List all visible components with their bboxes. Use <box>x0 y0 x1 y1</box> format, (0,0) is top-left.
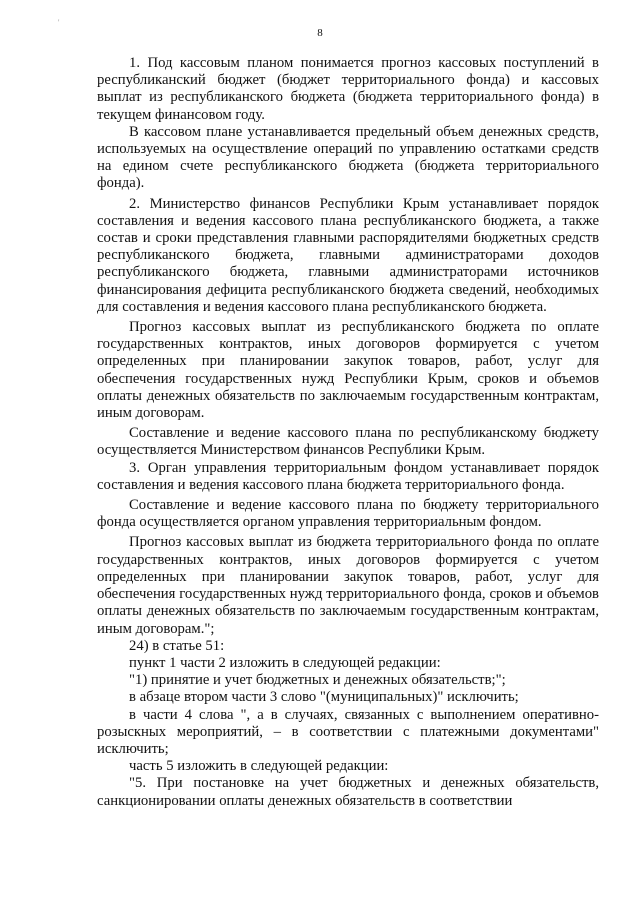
page-number: 8 <box>317 27 323 39</box>
paragraph-cash-plan-limit: В кассовом плане устанавливается предельный объем денежных средств, используемых на осуществление операций по управлению остатками средств на едином счете республиканского бюджета (бюджета территориального фонда). <box>97 123 599 192</box>
paragraph-territorial-procedure: 3. Орган управления территориальным фондом устанавливает порядок составления и ведения кассового плана бюджета территориального фонда. <box>97 459 599 493</box>
paragraph-amend-part-5: часть 5 изложить в следующей редакции: <box>129 758 389 775</box>
paragraph-territorial-management: Составление и ведение кассового плана по бюджету территориального фонда осуществляется органом управления территориальным фондом. <box>97 497 599 531</box>
paragraph-ministry-procedure: 2. Министерство финансов Республики Крым устанавливает порядок составления и ведения кассового плана республиканского бюджета, а также состав и сроки представления главными распорядителями бюджетных средств республиканского бюджета, главными администраторами доходов республиканского бюджета, главными администраторами источников финансирования дефицита республиканского бюджета сведений, необходимых для составления и ведения кассового плана республиканского бюджета. <box>97 195 599 315</box>
paragraph-cash-plan-definition: 1. Под кассовым планом понимается прогноз кассовых поступлений в республиканский бюджет (бюджет территориального фонда) и кассовых выплат из республиканского бюджета (бюджета территориального фонда) в текущем финансовом году. <box>97 55 599 123</box>
document-body <box>97 55 599 810</box>
paragraph-amend-part-2: пункт 1 части 2 изложить в следующей редакции: <box>129 654 441 671</box>
paragraph-new-part-5: "5. При постановке на учет бюджетных и денежных обязательств, санкционировании оплаты денежных обязательств в соответствии <box>97 775 599 809</box>
corner-mark: ' <box>58 18 60 27</box>
paragraph-new-item-1: "1) принятие и учет бюджетных и денежных обязательств;"; <box>129 672 506 689</box>
paragraph-republican-management: Составление и ведение кассового плана по республиканскому бюджету осуществляется Министерством финансов Республики Крым. <box>97 425 599 459</box>
paragraph-republican-forecast: Прогноз кассовых выплат из республиканского бюджета по оплате государственных контрактов, иных договоров формируется с учетом определенных при планировании закупок товаров, работ, услуг для обеспечения государственных нужд Республики Крым, сроков и объемов оплаты денежных обязательств по заключаемым государственным контрактам, иным договорам. <box>97 319 599 422</box>
paragraph-amend-part-4: в части 4 слова ", а в случаях, связанных с выполнением оперативно-розыскных мероприятий, – в соответствии с платежными документами" исключить; <box>97 706 599 757</box>
paragraph-territorial-forecast: Прогноз кассовых выплат из бюджета территориального фонда по оплате государственных контрактов, иных договоров формируется с учетом определенных при планировании закупок товаров, работ, услуг для обеспечения государственных нужд территориального фонда, сроков и объемов оплаты денежных обязательств по заключаемым государственным контрактам, иным договорам."; <box>97 534 599 637</box>
paragraph-article-51: 24) в статье 51: <box>129 637 225 654</box>
paragraph-amend-part-3: в абзаце втором части 3 слово "(муниципальных)" исключить; <box>129 689 519 706</box>
